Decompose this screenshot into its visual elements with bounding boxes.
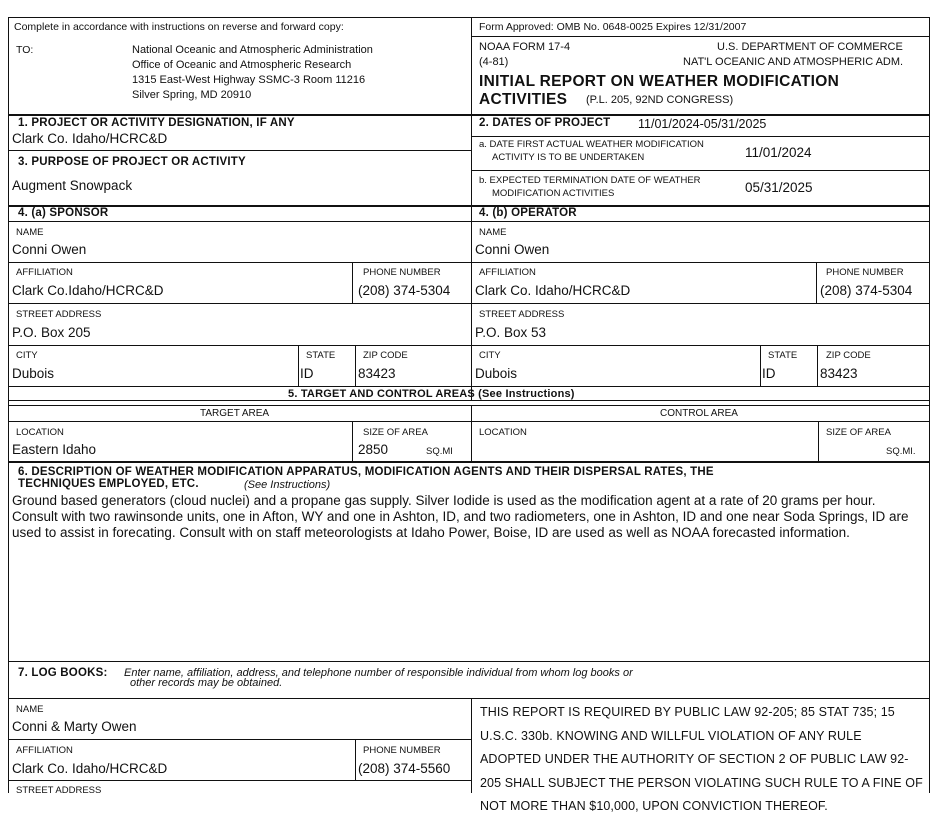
- operator-state: ID: [762, 366, 776, 381]
- divider-sponsor-phone: [352, 262, 353, 303]
- rule-section3: [8, 150, 472, 151]
- report-title-line-2: ACTIVITIES: [479, 91, 568, 108]
- sponsor-street-label: STREET ADDRESS: [16, 309, 102, 320]
- section6-heading-note: (See Instructions): [244, 479, 331, 491]
- target-location-label: LOCATION: [16, 427, 64, 438]
- rule-dates-b: [472, 170, 930, 171]
- operator-zip: 83423: [820, 366, 858, 381]
- section6-heading-line-1: 6. DESCRIPTION OF WEATHER MODIFICATION APPARATUS, MODIFICATION AGENTS AND THEIR DISPERSAL RATES, THE: [18, 466, 714, 478]
- form-number: NOAA FORM 17-4: [479, 41, 571, 53]
- rule-section6: [8, 461, 930, 463]
- rule-name-row: [8, 262, 930, 263]
- log-street-label: STREET ADDRESS: [16, 785, 102, 796]
- termination-label-2: MODIFICATION ACTIVITIES: [492, 188, 615, 199]
- divider-sponsor-state: [298, 345, 299, 386]
- form-approved: Form Approved: OMB No. 0648-0025 Expires 12/31/2007: [479, 21, 747, 33]
- section7-heading: 7. LOG BOOKS:: [18, 667, 108, 679]
- report-title-line-1: INITIAL REPORT ON WEATHER MODIFICATION: [479, 73, 840, 90]
- operator-affiliation-label: AFFILIATION: [479, 267, 536, 278]
- project-purpose: Augment Snowpack: [12, 178, 133, 193]
- complete-note: Complete in accordance with instructions on reverse and forward copy:: [14, 21, 344, 33]
- section1-heading: 1. PROJECT OR ACTIVITY DESIGNATION, IF ANY: [18, 117, 295, 129]
- first-date-label-1: a. DATE FIRST ACTUAL WEATHER MODIFICATION: [479, 139, 704, 150]
- rule-log-affiliation: [8, 780, 472, 781]
- sponsor-state-label: STATE: [306, 350, 336, 361]
- apparatus-description: Ground based generators (cloud nuclei) and a propane gas supply. Silver Iodide is used as the modification agent at a rate of 20 grams per hour. Consult with two rawinsonde units, one in Afton, WY and one in Ashton, ID, and two radiometers, one in Ashton, ID and one near Soda Springs, ID are used to assist in forecating. Consult with on staff meteorologists at Idaho Power, Boise, ID are used as well as NOAA forecasted information.: [12, 493, 909, 540]
- sponsor-city: Dubois: [12, 366, 55, 381]
- sponsor-affiliation: Clark Co.Idaho/HCRC&D: [12, 283, 164, 298]
- sponsor-state: ID: [300, 366, 314, 381]
- address-line-4: Silver Spring, MD 20910: [132, 89, 252, 101]
- operator-street-label: STREET ADDRESS: [479, 309, 565, 320]
- target-location: Eastern Idaho: [12, 442, 97, 457]
- section2-heading: 2. DATES OF PROJECT: [479, 117, 611, 129]
- sponsor-affiliation-label: AFFILIATION: [16, 267, 73, 278]
- form-date: (4-81): [479, 56, 509, 68]
- section6-heading-line-2: TECHNIQUES EMPLOYED, ETC.: [18, 478, 199, 490]
- divider-operator-phone: [816, 262, 817, 303]
- sponsor-zip: 83423: [358, 366, 396, 381]
- project-designation: Clark Co. Idaho/HCRC&D: [12, 131, 168, 146]
- log-name-label: NAME: [16, 704, 44, 715]
- operator-affiliation: Clark Co. Idaho/HCRC&D: [475, 283, 631, 298]
- sponsor-phone: (208) 374-5304: [358, 283, 451, 298]
- project-dates: 11/01/2024-05/31/2025: [638, 117, 767, 131]
- log-name: Conni & Marty Owen: [12, 719, 137, 734]
- report-title-suffix: (P.L. 205, 92ND CONGRESS): [586, 94, 734, 106]
- divider-target-size: [352, 421, 353, 461]
- target-size-label: SIZE OF AREA: [363, 427, 428, 438]
- address-line-3: 1315 East-West Highway SSMC-3 Room 11216: [132, 74, 366, 86]
- log-phone: (208) 374-5560: [358, 761, 451, 776]
- sponsor-city-label: CITY: [16, 350, 38, 361]
- operator-name-label: NAME: [479, 227, 507, 238]
- target-size: 2850: [358, 442, 389, 457]
- operator-city-label: CITY: [479, 350, 501, 361]
- termination-label-1: b. EXPECTED TERMINATION DATE OF WEATHER: [479, 175, 701, 186]
- section5-heading: 5. TARGET AND CONTROL AREAS (See Instructions): [288, 388, 575, 400]
- log-affiliation-label: AFFILIATION: [16, 745, 73, 756]
- center-divider-areas: [471, 405, 472, 462]
- rule-area-values: [8, 421, 930, 422]
- rule-affiliation-row: [8, 303, 930, 304]
- control-location-label: LOCATION: [479, 427, 527, 438]
- rule-sponsor-heading: [8, 221, 930, 222]
- rule-log-name: [8, 739, 472, 740]
- rule-section7: [8, 661, 930, 662]
- legal-notice: THIS REPORT IS REQUIRED BY PUBLIC LAW 92-205; 85 STAT 735; 15 U.S.C. 330b. KNOWING AND WILLFUL VIOLATION OF ANY RULE ADOPTED UNDER THE AUTHORITY OF SECTION 2 OF PUBLIC LAW 92-205 SHALL SUBJECT THE PERSON VIOLATING SUCH RULE TO A FINE OF NOT MORE THAN $10,000, UPON CONVICTION THEREOF.: [480, 705, 923, 813]
- operator-phone: (208) 374-5304: [820, 283, 913, 298]
- divider-log-phone: [355, 739, 356, 780]
- operator-city: Dubois: [475, 366, 518, 381]
- rule-section1: [8, 114, 930, 116]
- sponsor-name-label: NAME: [16, 227, 44, 238]
- rule-dates-a: [472, 136, 930, 137]
- rule-section5-heading: [8, 400, 930, 401]
- address-line-1: National Oceanic and Atmospheric Administration: [132, 44, 373, 56]
- operator-street: P.O. Box 53: [475, 325, 547, 340]
- operator-phone-label: PHONE NUMBER: [826, 267, 904, 278]
- operator-heading: 4. (b) OPERATOR: [479, 207, 577, 219]
- address-line-2: Office of Oceanic and Atmospheric Research: [132, 59, 352, 71]
- divider-operator-state: [760, 345, 761, 386]
- center-divider-top: [471, 17, 472, 400]
- rule-street-row: [8, 345, 930, 346]
- control-size-label: SIZE OF AREA: [826, 427, 891, 438]
- log-affiliation: Clark Co. Idaho/HCRC&D: [12, 761, 168, 776]
- section3-heading: 3. PURPOSE OF PROJECT OR ACTIVITY: [18, 156, 246, 168]
- target-area-label: TARGET AREA: [200, 408, 270, 419]
- outer-top-border: [8, 17, 930, 18]
- sponsor-zip-label: ZIP CODE: [363, 350, 408, 361]
- section7-instruction-line-1: Enter name, affiliation, address, and telephone number of responsible individual from whom log books or: [124, 667, 633, 679]
- target-size-unit: SQ.MI: [426, 446, 453, 457]
- sponsor-street: P.O. Box 205: [12, 325, 91, 340]
- to-label: TO:: [16, 44, 34, 56]
- control-size-unit: SQ.MI.: [886, 446, 916, 457]
- operator-zip-label: ZIP CODE: [826, 350, 871, 361]
- termination-date-value: 05/31/2025: [745, 180, 813, 195]
- sponsor-phone-label: PHONE NUMBER: [363, 267, 441, 278]
- first-date-label-2: ACTIVITY IS TO BE UNDERTAKEN: [492, 152, 645, 163]
- divider-control-size: [818, 421, 819, 461]
- agency: NAT'L OCEANIC AND ATMOSPHERIC ADM.: [683, 56, 904, 68]
- first-date-value: 11/01/2024: [745, 145, 812, 160]
- center-divider-log: [471, 698, 472, 793]
- sponsor-heading: 4. (a) SPONSOR: [18, 207, 109, 219]
- rule-area-labels: [8, 405, 930, 406]
- rule-log-heading: [8, 698, 930, 699]
- department: U.S. DEPARTMENT OF COMMERCE: [717, 41, 903, 53]
- rule-right-header: [472, 36, 930, 37]
- operator-name: Conni Owen: [475, 242, 550, 257]
- section7-instruction-line-2: other records may be obtained.: [130, 677, 283, 689]
- sponsor-name: Conni Owen: [12, 242, 87, 257]
- divider-sponsor-zip: [355, 345, 356, 386]
- rule-city-row: [8, 386, 930, 387]
- log-phone-label: PHONE NUMBER: [363, 745, 441, 756]
- operator-state-label: STATE: [768, 350, 798, 361]
- divider-operator-zip: [817, 345, 818, 386]
- control-area-label: CONTROL AREA: [660, 408, 738, 419]
- rule-section4: [8, 205, 930, 207]
